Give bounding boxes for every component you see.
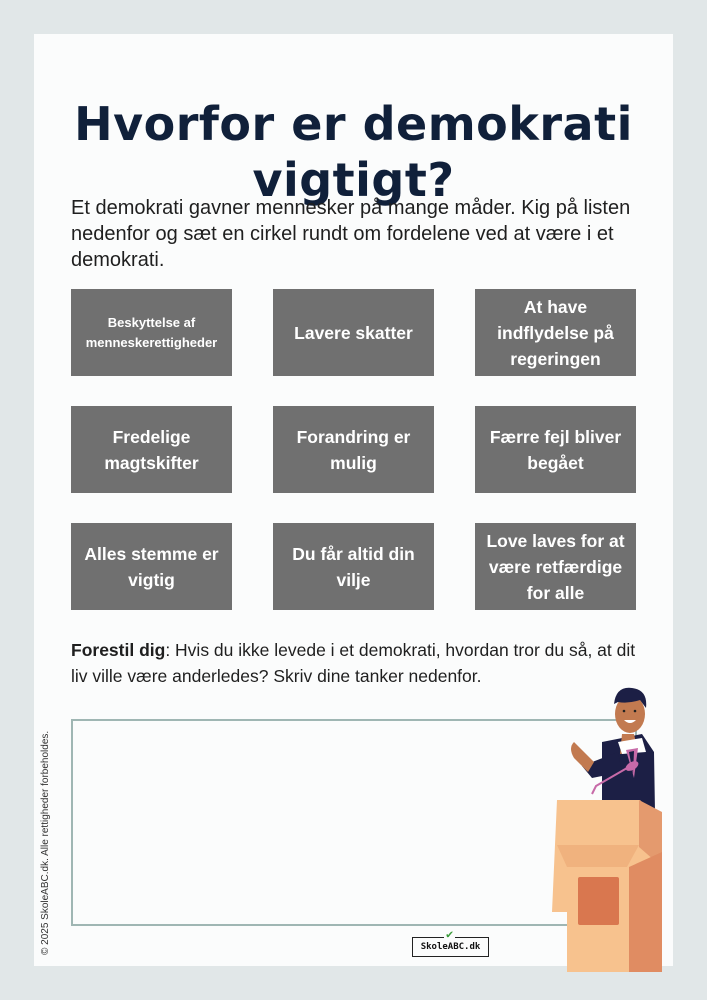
- benefit-card[interactable]: [475, 523, 636, 610]
- skoleabc-logo: [412, 927, 489, 957]
- copyright-text: © 2025 SkoleABC.dk. Alle rettigheder forbeholdes.: [40, 730, 51, 955]
- checkmark-icon: ✔: [446, 927, 454, 941]
- card-label: Love laves for at være retfærdige for alle: [486, 530, 625, 603]
- card-label: Alles stemme er vigtig: [84, 543, 219, 590]
- benefit-cards-grid: [71, 289, 636, 610]
- speaker-at-podium-icon: [522, 682, 662, 972]
- prompt-text: : Hvis du ikke levede i et demokrati, hvordan tror du så, at dit liv ville være anderledes? Skriv dine tanker nedenfor.: [71, 640, 636, 686]
- title-line-2: vigtigt?: [252, 153, 455, 207]
- page-title: [34, 96, 673, 208]
- intro-text: Et demokrati gavner mennesker på mange måder. Kig på listen nedenfor og sæt en cirkel rundt om fordelene ved at være i et demokrati.: [71, 197, 631, 271]
- card-label: Du får altid din vilje: [292, 543, 415, 590]
- prompt-lead: Forestil dig: [71, 640, 166, 660]
- card-label: At have indflydelse på regeringen: [497, 296, 614, 369]
- benefit-card[interactable]: [273, 406, 434, 493]
- worksheet-page: [34, 34, 673, 966]
- benefit-card[interactable]: [475, 289, 636, 376]
- title-line-1: Hvorfor er demokrati: [74, 97, 633, 151]
- benefit-card[interactable]: [71, 523, 232, 610]
- benefit-card[interactable]: [273, 289, 434, 376]
- benefit-card[interactable]: [71, 406, 232, 493]
- benefit-card[interactable]: [71, 289, 232, 376]
- card-label: Færre fejl bliver begået: [489, 426, 622, 473]
- card-label: Beskyttelse af menneskerettigheder: [85, 314, 218, 350]
- benefit-card[interactable]: [273, 523, 434, 610]
- benefit-card[interactable]: [475, 406, 636, 493]
- card-label: Forandring er mulig: [296, 426, 411, 473]
- card-label: Fredelige magtskifter: [104, 426, 199, 473]
- logo-text: SkoleABC.dk: [420, 942, 481, 952]
- card-label: Lavere skatter: [294, 322, 413, 343]
